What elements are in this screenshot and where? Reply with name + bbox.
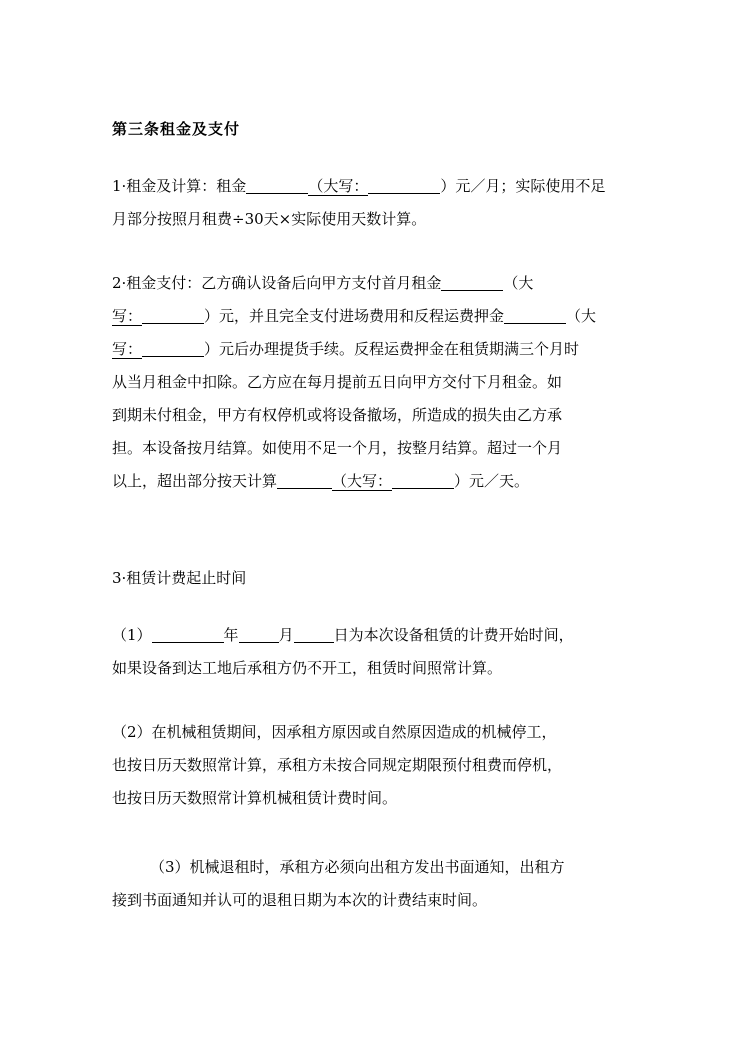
- start-day-blank[interactable]: [294, 624, 334, 643]
- payment-line-7-text: 以上，超出部分按天计算: [112, 472, 278, 490]
- payment-line-6: 担。本设备按月结算。如使用不足一个月，按整月结算。超过一个月: [112, 439, 563, 457]
- first-month-rent-blank[interactable]: [441, 272, 503, 291]
- section-heading: 第三条租金及支付: [112, 120, 241, 138]
- payment-line-7-suffix: ）元／天。: [454, 472, 530, 490]
- rent-calc-line-1: [112, 170, 634, 203]
- daily-rate-daxie-label: （大写：: [332, 472, 393, 490]
- paragraph-billing-period-title: [112, 562, 634, 595]
- paragraph-rent-calculation: [112, 170, 634, 236]
- billing-period-title: 3·租赁计费起止时间: [112, 569, 247, 587]
- payment-line-1-daxie: （大: [503, 274, 534, 292]
- payment-line-2-daxie: （大: [566, 307, 597, 325]
- return-line-2: 接到书面通知并认可的退租日期为本次的计费结束时间。: [112, 891, 488, 909]
- first-month-daxie-blank[interactable]: [142, 305, 204, 324]
- payment-line-7: [112, 465, 634, 498]
- rent-calc-suffix: ）元／月；实际使用不足: [440, 177, 606, 195]
- rent-calc-prefix: 1·租金及计算：租金: [112, 177, 247, 195]
- deposit-daxie-blank[interactable]: [142, 338, 204, 357]
- paragraph-billing-start: [112, 619, 634, 685]
- deposit-amount-blank[interactable]: [504, 305, 566, 324]
- daily-rate-daxie-blank[interactable]: [392, 470, 454, 489]
- stoppage-line-3: 也按日历天数照常计算机械租赁计费时间。: [112, 789, 398, 807]
- payment-line-3-text: ）元后办理提货手续。反程运费押金在租赁期满三个月时: [204, 340, 580, 358]
- payment-line-2: [112, 300, 634, 333]
- start-month-blank[interactable]: [239, 624, 279, 643]
- payment-line-4: 从当月租金中扣除。乙方应在每月提前五日向甲方交付下月租金。如: [112, 373, 563, 391]
- daily-rate-blank[interactable]: [277, 470, 332, 489]
- start-year-blank[interactable]: [152, 624, 224, 643]
- payment-line-3-label: 写：: [112, 340, 143, 358]
- paragraph-return-notice: [112, 851, 634, 917]
- year-label: 年: [223, 626, 239, 644]
- rent-amount-blank[interactable]: [246, 175, 308, 194]
- rent-daxie-blank[interactable]: [368, 175, 440, 194]
- payment-line-2-text: ）元，并且完全支付进场费用和反程运费押金: [204, 307, 505, 325]
- billing-start-text: 日为本次设备租赁的计费开始时间，: [333, 626, 574, 644]
- payment-line-1-text: 2·租金支付：乙方确认设备后向甲方支付首月租金: [112, 274, 442, 292]
- rent-daxie-label: （大写：: [308, 177, 369, 195]
- rent-calc-line-2: 月部分按照月租费÷30天×实际使用天数计算。: [112, 210, 427, 228]
- payment-line-3: [112, 333, 634, 366]
- stoppage-line-1: （2）在机械租赁期间，因承租方原因或自然原因造成的机械停工，: [112, 723, 557, 741]
- return-line-1: （3）机械退租时，承租方必须向出租方发出书面通知，出租方: [150, 858, 565, 876]
- payment-line-2-label: 写：: [112, 307, 143, 325]
- item-1-number: （1）: [112, 626, 152, 644]
- payment-line-1: [112, 267, 634, 300]
- paragraph-rent-payment: [112, 267, 634, 498]
- payment-line-5: 到期未付租金，甲方有权停机或将设备撤场，所造成的损失由乙方承: [112, 406, 563, 424]
- month-label: 月: [278, 626, 294, 644]
- billing-start-line-2: 如果设备到达工地后承租方仍不开工，租赁时间照常计算。: [112, 659, 503, 677]
- billing-start-line-1: [112, 619, 634, 652]
- stoppage-line-2: 也按日历天数照常计算，承租方未按合同规定期限预付租费而停机，: [112, 756, 563, 774]
- paragraph-machine-stoppage: [112, 716, 634, 815]
